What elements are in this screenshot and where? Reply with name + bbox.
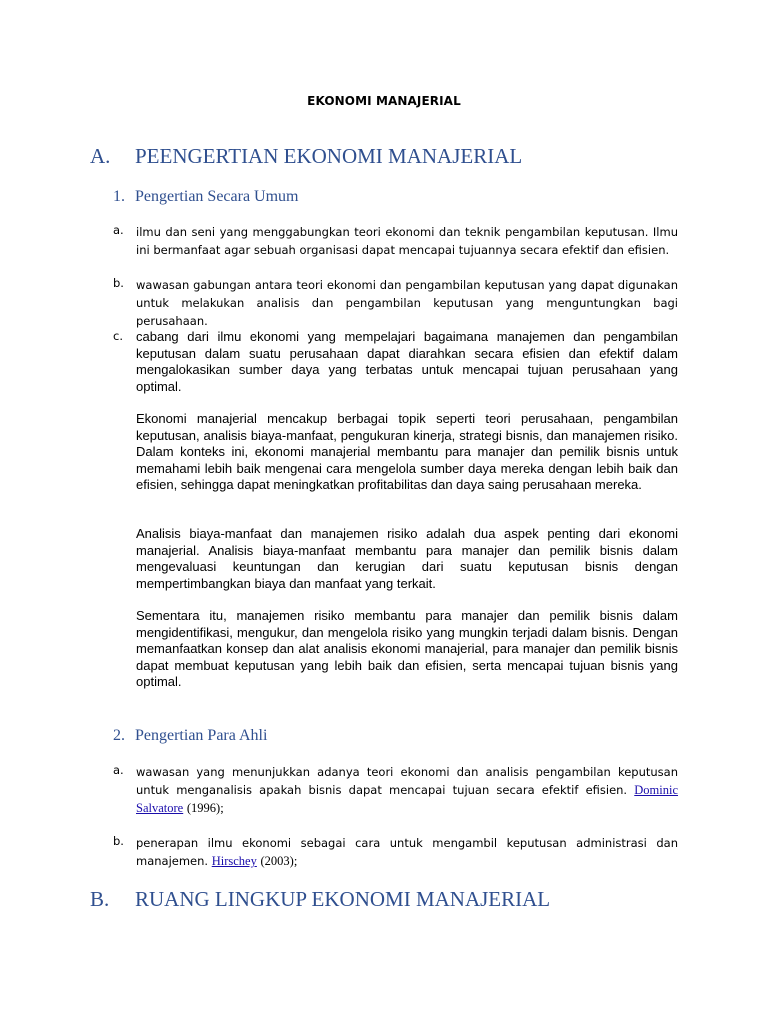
list-item-body: wawasan yang menunjukkan adanya teori ekonomi dan analisis pengambilan keputusan untuk menganalisis apakah bisnis dapat mencapai tujuan secara efektif efisien. — [136, 765, 678, 797]
list-item-label: a. — [113, 223, 124, 237]
section-a-title: PEENGERTIAN EKONOMI MANAJERIAL — [135, 144, 523, 168]
list-item-text: cabang dari ilmu ekonomi yang mempelajari bagaimana manajemen dan pengambilan keputusan dalam suatu perusahaan dapat diarahkan secara efisien dan efektif dalam mengalokasikan sumber daya yang terbatas untuk mencapai tujuan perusahaan yang optimal. — [136, 329, 678, 394]
list-item-label: b. — [113, 276, 124, 290]
body-paragraph: Sementara itu, manajemen risiko membantu para manajer dan pemilik bisnis dalam mengidentifikasi, mengukur, dan mengelola risiko yang mungkin terjadi dalam bisnis. Dengan memanfaatkan konsep dan alat analisis ekonomi manajerial, para manajer dan pemilik bisnis dapat membuat keputusan yang lebih baik dan efisien, serta mencapai tujuan bisnis yang optimal. — [136, 608, 678, 689]
body-paragraph: Ekonomi manajerial mencakup berbagai topik seperti teori perusahaan, pengambilan keputusan, analisis biaya-manfaat, pengukuran kinerja, strategi bisnis, dan manajemen risiko. Dalam konteks ini, ekonomi manajerial membantu para manajer dan pemilik bisnis untuk memahami lebih baik mengenai cara mengelola sumber daya mereka dengan lebih baik dan efisien, sehingga dapat meningkatkan profitabilitas dan daya saing perusahaan mereka. — [136, 411, 678, 492]
citation-year: (2003); — [260, 854, 298, 868]
subsection-1-number: 1. — [113, 188, 125, 205]
section-b-heading — [90, 887, 550, 912]
list-item-text: ilmu dan seni yang menggabungkan teori ekonomi dan teknik pengambilan keputusan. Ilmu ini bermanfaat agar sebuah organisasi dapat mencapai tujuannya secara efektif dan efisien. — [136, 225, 678, 257]
list-item-label: a. — [113, 763, 124, 777]
list-item — [113, 223, 678, 259]
list-item-text — [136, 834, 678, 870]
list-item-label: b. — [113, 834, 124, 848]
list-item — [113, 834, 678, 870]
subsection-2-number: 2. — [113, 727, 125, 744]
list-item — [113, 329, 678, 395]
citation-link-hirschey[interactable]: Hirschey — [211, 854, 257, 868]
subsection-1-heading — [113, 188, 299, 206]
subsection-2-heading — [113, 727, 267, 745]
list-item-text — [136, 763, 678, 817]
section-a-number: A. — [90, 144, 111, 168]
list-item — [113, 763, 678, 817]
list-item-body: penerapan ilmu ekonomi sebagai cara untuk mengambil keputusan administrasi dan manajemen. — [136, 836, 678, 868]
list-item — [113, 276, 678, 330]
subsection-2-title: Pengertian Para Ahli — [135, 727, 268, 744]
section-a-heading — [90, 144, 522, 169]
list-item-label: c. — [113, 329, 123, 343]
subsection-1-title: Pengertian Secara Umum — [135, 188, 299, 205]
list-item-text: wawasan gabungan antara teori ekonomi dan pengambilan keputusan yang dapat digunakan untuk melakukan analisis dan pengambilan keputusan yang menguntungkan bagi perusahaan. — [136, 278, 678, 328]
section-b-number: B. — [90, 887, 110, 911]
document-title: EKONOMI MANAJERIAL — [307, 94, 461, 108]
citation-link-salvatore[interactable]: Dominic Salvatore — [136, 783, 679, 815]
body-paragraph: Analisis biaya-manfaat dan manajemen risiko adalah dua aspek penting dari ekonomi manajerial. Analisis biaya-manfaat membantu para manajer dan pemilik bisnis dalam mengevaluasi keuntungan dan kerugian dari suatu keputusan bisnis dengan mempertimbangkan biaya dan manfaat yang terkait. — [136, 526, 678, 591]
citation-year: (1996); — [186, 801, 224, 815]
section-b-title: RUANG LINGKUP EKONOMI MANAJERIAL — [135, 887, 551, 911]
